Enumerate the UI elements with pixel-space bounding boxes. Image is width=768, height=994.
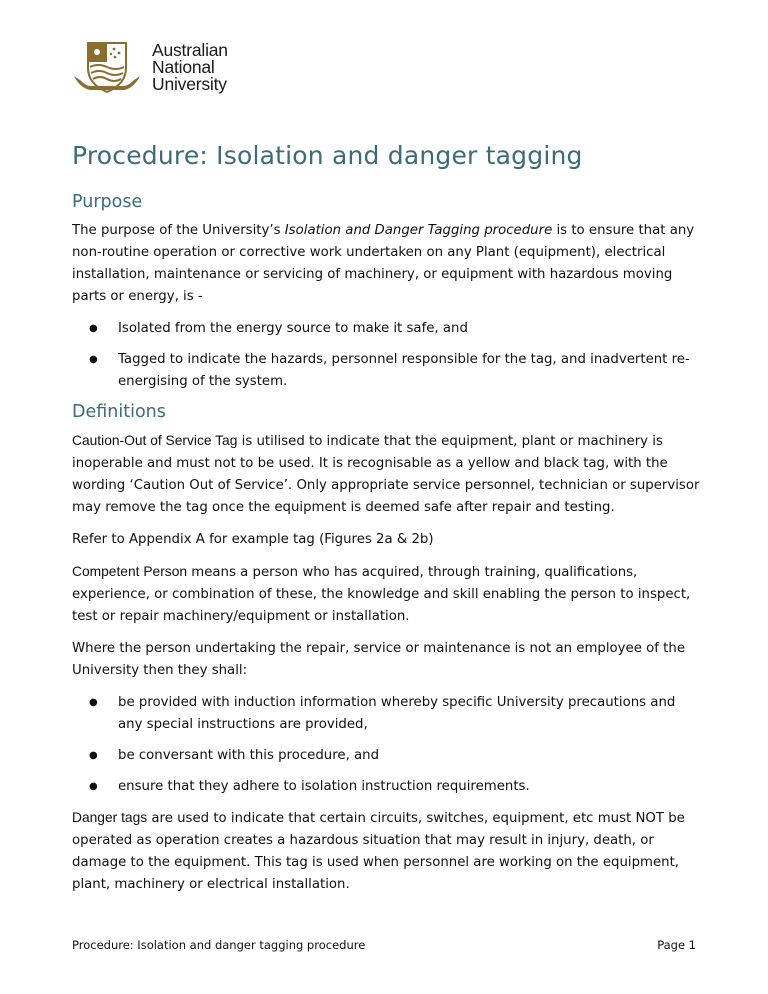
purpose-bullet-tagged: ● Tagged to indicate the hazards, personnel responsible for the tag, and inadvertent re-energising of the system. xyxy=(118,349,702,393)
purpose-intro-emphasis: Isolation and Danger Tagging procedure xyxy=(284,223,553,238)
purpose-intro-post: is to ensure that any non-routine operation or corrective work undertaken on any Plant (equipment), electrical installation, maintenance or servicing of machinery, or equipment with hazardous moving parts or energy, is - xyxy=(72,223,695,304)
term-caution-tag: Caution-Out of Service Tag xyxy=(72,433,238,448)
page-title: Procedure: Isolation and danger tagging xyxy=(72,141,583,170)
purpose-heading: Purpose xyxy=(72,192,143,212)
footer-page-number: Page 1 xyxy=(657,938,696,952)
competent-person-text: means a person who has acquired, through training, qualifications, experience, or combination of these, the knowledge and skill enabling the person to inspect, test or repair machinery/equipment or installation. xyxy=(72,565,691,624)
non-employee-bullet-adhere: ● ensure that they adhere to isolation instruction requirements. xyxy=(118,776,702,798)
anu-crest-icon xyxy=(72,40,142,96)
purpose-paragraph xyxy=(72,220,702,308)
non-employee-bullet-induction: ● be provided with induction information whereby specific University precautions and any special instructions are provided, xyxy=(118,692,702,736)
term-danger-tags: Danger tags xyxy=(72,810,148,825)
definition-danger-tags xyxy=(72,807,702,896)
anu-logo xyxy=(72,40,252,96)
non-employee-bullet-conversant: ● be conversant with this procedure, and xyxy=(118,745,702,767)
caution-tag-text: is utilised to indicate that the equipment, plant or machinery is inoperable and must not to be used. It is recognisable as a yellow and black tag, with the wording ‘Caution Out of Service’. Only appropriate service personnel, technician or supervisor may remove the tag once the equipment is deemed safe after repair and testing. xyxy=(72,434,700,515)
danger-tags-text: are used to indicate that certain circuits, switches, equipment, etc must NOT be operated as operation creates a hazardous situation that may result in injury, death, or damage to the equipment. This tag is used when personnel are working on the equipment, plant, machinery or electrical installation. xyxy=(72,811,685,892)
logo-line-national: National xyxy=(152,57,215,77)
purpose-list xyxy=(72,318,702,393)
page-footer xyxy=(72,938,696,952)
document-body xyxy=(72,141,702,906)
non-employee-paragraph: Where the person undertaking the repair, service or maintenance is not an employee of the University then they shall: xyxy=(72,641,685,678)
term-competent-person: Competent Person xyxy=(72,564,188,579)
logo-line-university: University xyxy=(152,74,227,94)
logo-wordmark xyxy=(152,42,228,93)
purpose-bullet-isolated: ● Isolated from the energy source to make it safe, and xyxy=(118,318,702,340)
logo-line-australian: Australian xyxy=(152,40,228,60)
definitions-heading: Definitions xyxy=(72,402,166,422)
definition-caution-tag xyxy=(72,430,702,519)
non-employee-list xyxy=(72,692,702,798)
appendix-reference: Refer to Appendix A for example tag (Figures 2a & 2b) xyxy=(72,532,434,547)
definition-competent-person xyxy=(72,561,702,628)
purpose-intro-pre: The purpose of the University’s xyxy=(72,223,285,238)
footer-document-title: Procedure: Isolation and danger tagging procedure xyxy=(72,938,366,952)
